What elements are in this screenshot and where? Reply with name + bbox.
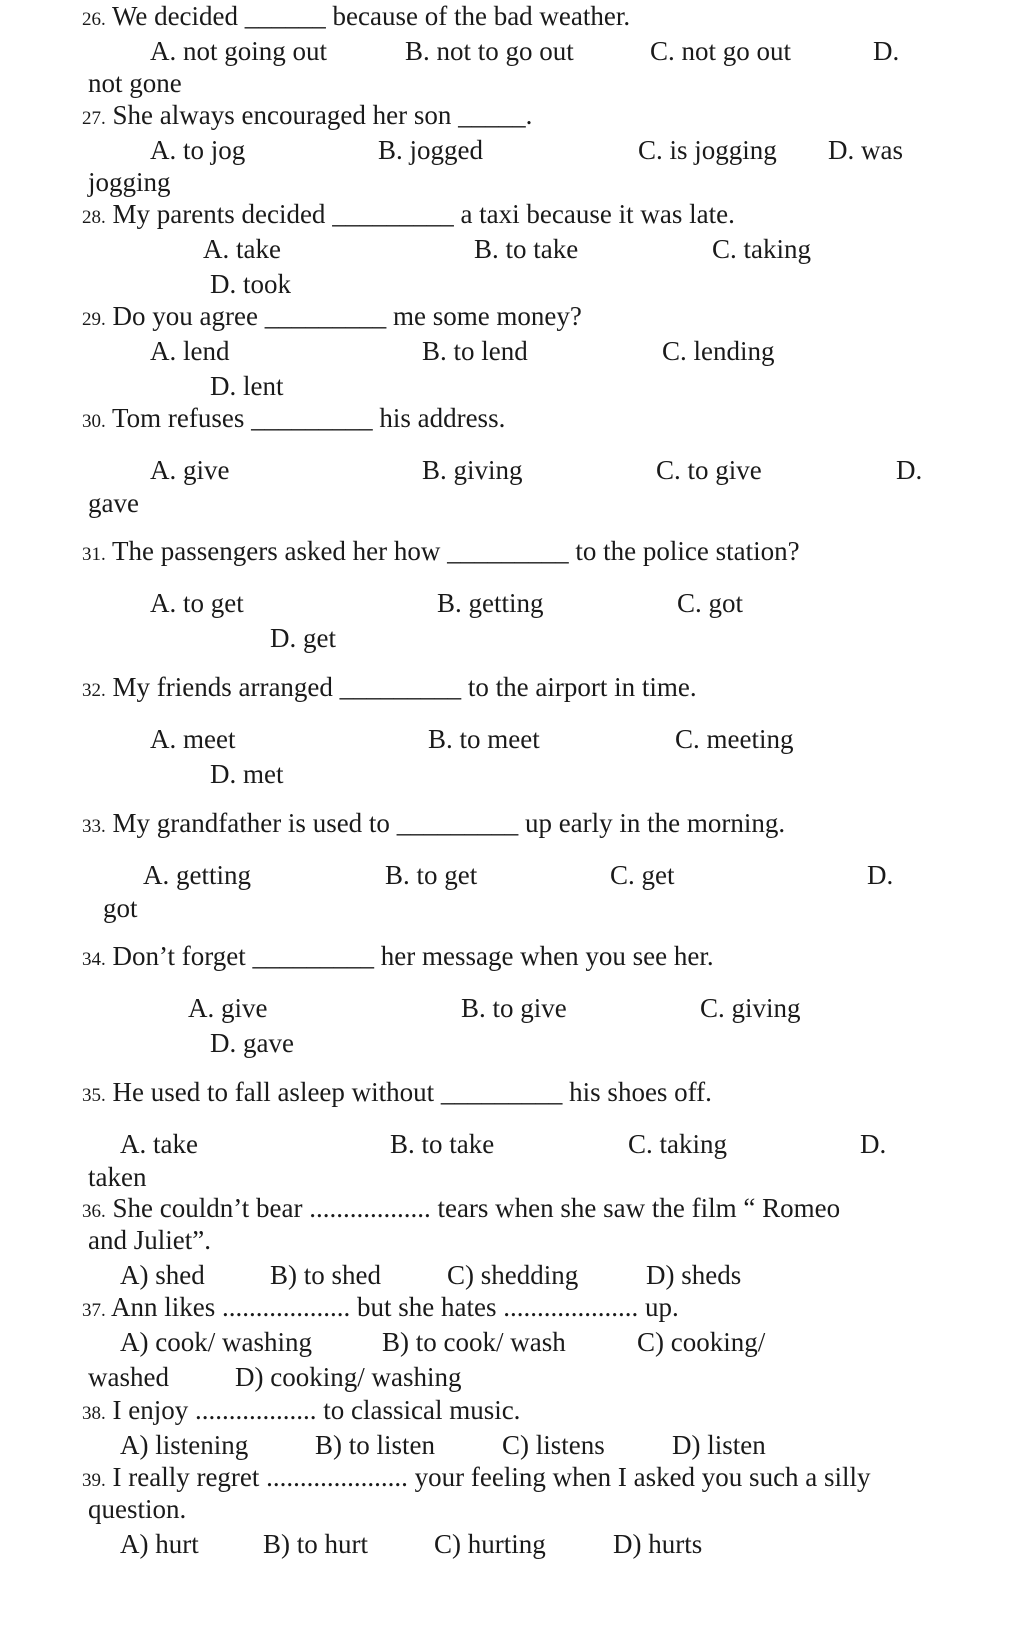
option-b: B. to lend [422,336,528,366]
option-a: A. take [120,1129,198,1159]
question-stem: 33. My grandfather is used to _________ up early in the morning. [82,808,786,838]
option-a: A. give [188,993,268,1023]
option-a: A. not going out [150,36,328,66]
question-stem: 37. Ann likes ................... but she hates .................... up. [82,1292,679,1322]
option-a: A. give [150,455,230,485]
option-c: C. is jogging [638,135,777,165]
question-stem: 39. I really regret ..................... your feeling when I asked you such a silly [82,1462,871,1492]
option-c: C. giving [700,993,801,1023]
option-b: B. jogged [378,135,483,165]
option-b: B. not to go out [405,36,574,66]
option-b: B. to get [385,860,478,890]
option-b: B. getting [437,588,544,618]
option-d: D. was [828,135,903,165]
option-d: D) hurts [613,1529,703,1559]
option-b: B. to give [461,993,567,1023]
option-d: D. [896,455,923,485]
option-d-continued: not gone [88,68,182,98]
option-d-continued: taken [88,1162,147,1192]
question-stem: 34. Don’t forget _________ her message when you see her. [82,941,714,971]
option-d: D. gave [210,1028,294,1058]
option-d: D. took [210,269,291,299]
question-stem-continued: and Juliet”. [88,1225,211,1255]
option-a: A. take [203,234,281,264]
option-c: C) hurting [434,1529,546,1559]
option-d: D. [860,1129,887,1159]
option-b: B) to shed [270,1260,381,1290]
option-d-continued: jogging [88,167,171,197]
option-d: D) sheds [646,1260,742,1290]
question-stem: 27. She always encouraged her son _____. [82,100,533,130]
option-c: C. got [677,588,744,618]
option-b: B) to cook/ wash [382,1327,566,1357]
question-stem: 36. She couldn’t bear .................. tears when she saw the film “ Romeo [82,1193,841,1223]
question-stem: 30. Tom refuses _________ his address. [82,403,506,433]
option-a: A. to jog [150,135,246,165]
option-c: C) shedding [447,1260,579,1290]
option-c: C) cooking/ [637,1327,766,1357]
question-stem: 28. My parents decided _________ a taxi because it was late. [82,199,735,229]
option-b: B. to take [474,234,579,264]
option-c: C. taking [628,1129,727,1159]
option-d-continued: gave [88,488,139,518]
option-b: B. giving [422,455,523,485]
question-stem-continued: question. [88,1494,187,1524]
option-a: A. lend [150,336,230,366]
option-d: D) listen [672,1430,766,1460]
option-d: D. lent [210,371,284,401]
option-c: C. not go out [650,36,792,66]
question-stem: 31. The passengers asked her how _________ to the police station? [82,536,800,566]
option-d: D. get [270,623,336,653]
option-c-continued: washed [88,1362,169,1392]
option-c: C. taking [712,234,811,264]
question-stem: 32. My friends arranged _________ to the airport in time. [82,672,697,702]
option-b: B) to listen [315,1430,435,1460]
option-a: A) cook/ washing [120,1327,312,1357]
option-c: C) listens [502,1430,605,1460]
option-d: D. [867,860,894,890]
option-b: B. to meet [428,724,540,754]
option-c: C. lending [662,336,775,366]
option-a: A. meet [150,724,236,754]
option-b: B. to take [390,1129,495,1159]
option-d: D. met [210,759,284,789]
question-stem: 29. Do you agree _________ me some money? [82,301,582,331]
option-d: D) cooking/ washing [235,1362,462,1392]
option-a: A) hurt [120,1529,199,1559]
option-c: C. meeting [675,724,794,754]
option-a: A. to get [150,588,244,618]
option-a: A) listening [120,1430,249,1460]
option-c: C. to give [656,455,762,485]
option-a: A) shed [120,1260,205,1290]
option-d: D. [873,36,900,66]
question-stem: 35. He used to fall asleep without _________ his shoes off. [82,1077,712,1107]
option-c: C. get [610,860,675,890]
option-b: B) to hurt [263,1529,368,1559]
question-stem: 26. We decided ______ because of the bad weather. [82,1,631,31]
option-a: A. getting [143,860,251,890]
option-d-continued: got [103,893,138,923]
question-stem: 38. I enjoy .................. to classical music. [82,1395,521,1425]
